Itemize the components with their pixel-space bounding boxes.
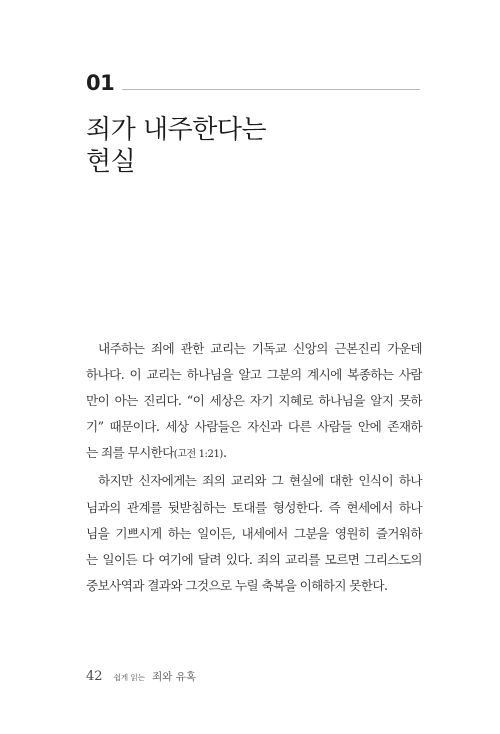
chapter-title [86, 114, 420, 178]
chapter-header [86, 70, 420, 96]
series-prefix: 쉽게 읽는 [113, 673, 146, 682]
page-footer [86, 665, 196, 685]
paragraph-line: 는 일이든 다 여기에 달려 있다. 죄의 교리를 모르면 그리스도의 [86, 551, 422, 567]
paragraph-line: 만이 아는 진리다. “이 세상은 자기 지혜로 하나님을 알지 못하 [86, 393, 422, 409]
paragraph-line: 하지만 신자에게는 죄의 교리와 그 현실에 대한 인식이 하나 [98, 473, 422, 489]
paragraph-line: 하나다. 이 교리는 하나님을 알고 그분의 계시에 복종하는 사람 [86, 367, 422, 383]
chapter-title-line-2: 현실 [86, 147, 136, 177]
chapter-title-line-1: 죄가 내주한다는 [86, 115, 267, 145]
book-title: 죄와 유혹 [152, 671, 197, 683]
page-number: 42 [86, 669, 103, 684]
paragraph-line: 중보사역과 결과와 그것으로 누릴 축복을 이해하지 못한다. [86, 577, 388, 593]
paragraph-2 [86, 468, 422, 598]
scripture-reference: (고전 1:21) [173, 449, 223, 461]
paragraph-1 [86, 336, 422, 468]
paragraph-line [86, 440, 422, 468]
body-text [86, 336, 422, 599]
paragraph-line: 님과의 관계를 뒷받침하는 토대를 형성한다. 즉 현세에서 하나 [86, 499, 422, 515]
paragraph-text: . [222, 445, 227, 461]
chapter-number: 01 [86, 71, 115, 95]
paragraph-text: 는 죄를 무시한다 [86, 445, 174, 461]
paragraph-line: 님을 기쁘시게 하는 일이든, 내세에서 그분을 영원히 즐거워하 [86, 525, 422, 541]
paragraph-line: 내주하는 죄에 관한 교리는 기독교 신앙의 근본진리 가운데 [98, 341, 422, 356]
chapter-divider [122, 89, 420, 90]
paragraph-line: 기” 때문이다. 세상 사람들은 자신과 다른 사람들 안에 존재하 [86, 419, 422, 435]
